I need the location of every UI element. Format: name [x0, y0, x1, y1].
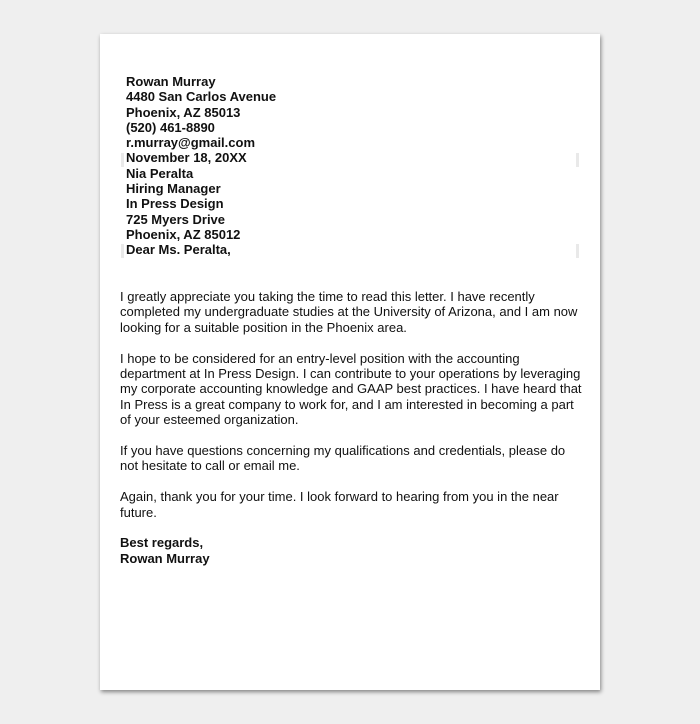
recipient-company: In Press Design [126, 196, 224, 212]
signature-name: Rowan Murray [120, 550, 210, 566]
line-marker [576, 153, 579, 167]
sender-email: r.murray@gmail.com [126, 135, 256, 151]
letter-date: November 18, 20XX [126, 150, 247, 166]
line-marker [121, 153, 124, 167]
salutation: Dear Ms. Peralta, [126, 242, 231, 258]
sender-street: 4480 San Carlos Avenue [126, 89, 277, 105]
closing-block [120, 535, 582, 566]
body-paragraph: Again, thank you for your time. I look forward to hearing from you in the near future. [120, 489, 559, 520]
sender-name: Rowan Murray [126, 74, 216, 89]
address-block [126, 74, 276, 258]
sender-city: Phoenix, AZ 85013 [126, 104, 241, 120]
body-paragraph: I hope to be considered for an entry-level position with the accounting department at In Press Design. I can contribute to your operations by leveraging my corporate accounting knowledge and GAAP best practices. I have heard that In Press is a great company to work for, and I am interested in becoming a part of your esteemed organization. [120, 350, 582, 428]
letter-page [100, 34, 600, 690]
sender-phone: (520) 461-8890 [126, 119, 215, 135]
recipient-street: 725 Myers Drive [126, 211, 226, 227]
recipient-name: Nia Peralta [126, 165, 194, 181]
letter-body [120, 289, 582, 566]
recipient-title: Hiring Manager [126, 181, 221, 197]
closing-phrase: Best regards, [120, 535, 204, 551]
line-marker [576, 244, 579, 258]
line-marker [121, 244, 124, 258]
body-paragraph: I greatly appreciate you taking the time to read this letter. I have recently completed my undergraduate studies at the University of Arizona, and I am now looking for a suitable position in the Phoenix area. [120, 289, 578, 335]
recipient-city: Phoenix, AZ 85012 [126, 226, 241, 242]
body-paragraph: If you have questions concerning my qualifications and credentials, please do not hesitate to call or email me. [120, 443, 566, 474]
